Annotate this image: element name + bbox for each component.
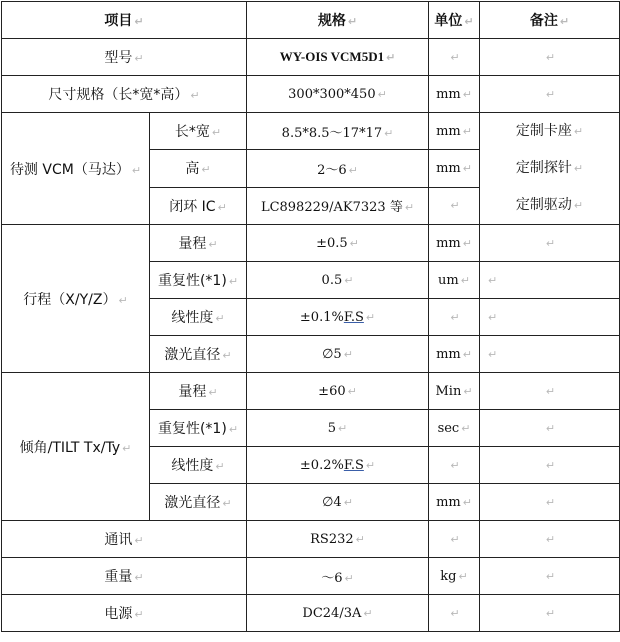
table-row	[2, 225, 620, 262]
spec-vcm-h: 2～6 ↵	[247, 150, 429, 187]
table-row	[2, 113, 620, 150]
row-label-power: 电源 ↵	[2, 595, 247, 632]
remark-comm: ↵	[480, 521, 620, 558]
spec-tilt-laser: ∅4 ↵	[247, 484, 429, 521]
sub-label-vcm-lw: 长*宽 ↵	[150, 113, 247, 150]
table-header-row	[2, 2, 620, 39]
spec-tilt-repeat: 5 ↵	[247, 410, 429, 447]
spec-comm: RS232 ↵	[247, 521, 429, 558]
remark-vcm-socket: 定制卡座 ↵	[515, 123, 584, 139]
remark-model: ↵	[480, 39, 620, 76]
row-label-size: 尺寸规格（长*宽*高） ↵	[2, 76, 247, 113]
unit-model: ↵	[429, 39, 480, 76]
unit-vcm-h: mm ↵	[429, 150, 480, 187]
table-row	[2, 558, 620, 595]
unit-stroke-linear: ↵	[429, 299, 480, 336]
header-remark: 备注 ↵	[480, 2, 620, 39]
table-row	[2, 39, 620, 76]
table-row	[2, 595, 620, 632]
remark-tilt-laser: ↵	[480, 484, 620, 521]
remark-tilt-repeat: ↵	[480, 410, 620, 447]
spec-tilt-linear: ±0.2%F.S ↵	[247, 447, 429, 484]
remark-vcm	[480, 113, 620, 225]
spec-tilt-range: ±60 ↵	[247, 373, 429, 410]
remark-stroke-range: ↵	[480, 225, 620, 262]
spec-power: DC24/3A ↵	[247, 595, 429, 632]
remark-size: ↵	[480, 76, 620, 113]
sub-label-vcm-ic: 闭环 IC ↵	[150, 187, 247, 224]
unit-vcm-ic: ↵	[429, 187, 480, 224]
group-label-tilt: 倾角/TILT Tx/Ty ↵	[2, 373, 150, 521]
row-label-weight: 重量 ↵	[2, 558, 247, 595]
group-label-vcm: 待测 VCM（马达） ↵	[2, 113, 150, 225]
spec-size: 300*300*450 ↵	[247, 76, 429, 113]
table-row	[2, 373, 620, 410]
unit-comm: ↵	[429, 521, 480, 558]
remark-tilt-range: ↵	[480, 373, 620, 410]
unit-stroke-laser: mm ↵	[429, 336, 480, 373]
remark-vcm-probe: 定制探针 ↵	[515, 160, 584, 176]
remark-stroke-repeat: ↵	[480, 262, 620, 299]
remark-weight: ↵	[480, 558, 620, 595]
sub-label-tilt-repeat: 重复性(*1) ↵	[150, 410, 247, 447]
remark-power: ↵	[480, 595, 620, 632]
header-item: 项目 ↵	[2, 2, 247, 39]
unit-size: mm ↵	[429, 76, 480, 113]
table-row	[2, 521, 620, 558]
spec-model: WY-OIS VCM5D1 ↵	[247, 39, 429, 76]
sub-label-vcm-h: 高 ↵	[150, 150, 247, 187]
unit-vcm-lw: mm ↵	[429, 113, 480, 150]
sub-label-stroke-range: 量程 ↵	[150, 225, 247, 262]
unit-stroke-range: mm ↵	[429, 225, 480, 262]
header-spec: 规格 ↵	[247, 2, 429, 39]
table-row	[2, 76, 620, 113]
sub-label-stroke-linear: 线性度 ↵	[150, 299, 247, 336]
row-label-comm: 通讯 ↵	[2, 521, 247, 558]
remark-stroke-linear: ↵	[480, 299, 620, 336]
spec-vcm-ic: LC898229/AK7323 等 ↵	[247, 187, 429, 224]
unit-tilt-linear: ↵	[429, 447, 480, 484]
unit-tilt-range: Min ↵	[429, 373, 480, 410]
unit-tilt-repeat: sec ↵	[429, 410, 480, 447]
unit-stroke-repeat: um ↵	[429, 262, 480, 299]
remark-vcm-driver: 定制驱动 ↵	[515, 197, 584, 213]
spec-table	[1, 1, 620, 632]
spec-weight: ～6 ↵	[247, 558, 429, 595]
remark-stroke-laser: ↵	[480, 336, 620, 373]
row-label-model: 型号 ↵	[2, 39, 247, 76]
remark-tilt-linear: ↵	[480, 447, 620, 484]
sub-label-tilt-laser: 激光直径 ↵	[150, 484, 247, 521]
unit-weight: kg ↵	[429, 558, 480, 595]
spec-stroke-repeat: 0.5 ↵	[247, 262, 429, 299]
sub-label-stroke-laser: 激光直径 ↵	[150, 336, 247, 373]
sub-label-tilt-linear: 线性度 ↵	[150, 447, 247, 484]
sub-label-tilt-range: 量程 ↵	[150, 373, 247, 410]
sub-label-stroke-repeat: 重复性(*1) ↵	[150, 262, 247, 299]
spec-vcm-lw: 8.5*8.5～17*17 ↵	[247, 113, 429, 150]
spec-stroke-linear: ±0.1%F.S ↵	[247, 299, 429, 336]
spec-stroke-laser: ∅5 ↵	[247, 336, 429, 373]
unit-tilt-laser: mm ↵	[429, 484, 480, 521]
unit-power: ↵	[429, 595, 480, 632]
group-label-stroke: 行程（X/Y/Z） ↵	[2, 225, 150, 373]
header-unit: 单位 ↵	[429, 2, 480, 39]
spec-stroke-range: ±0.5 ↵	[247, 225, 429, 262]
